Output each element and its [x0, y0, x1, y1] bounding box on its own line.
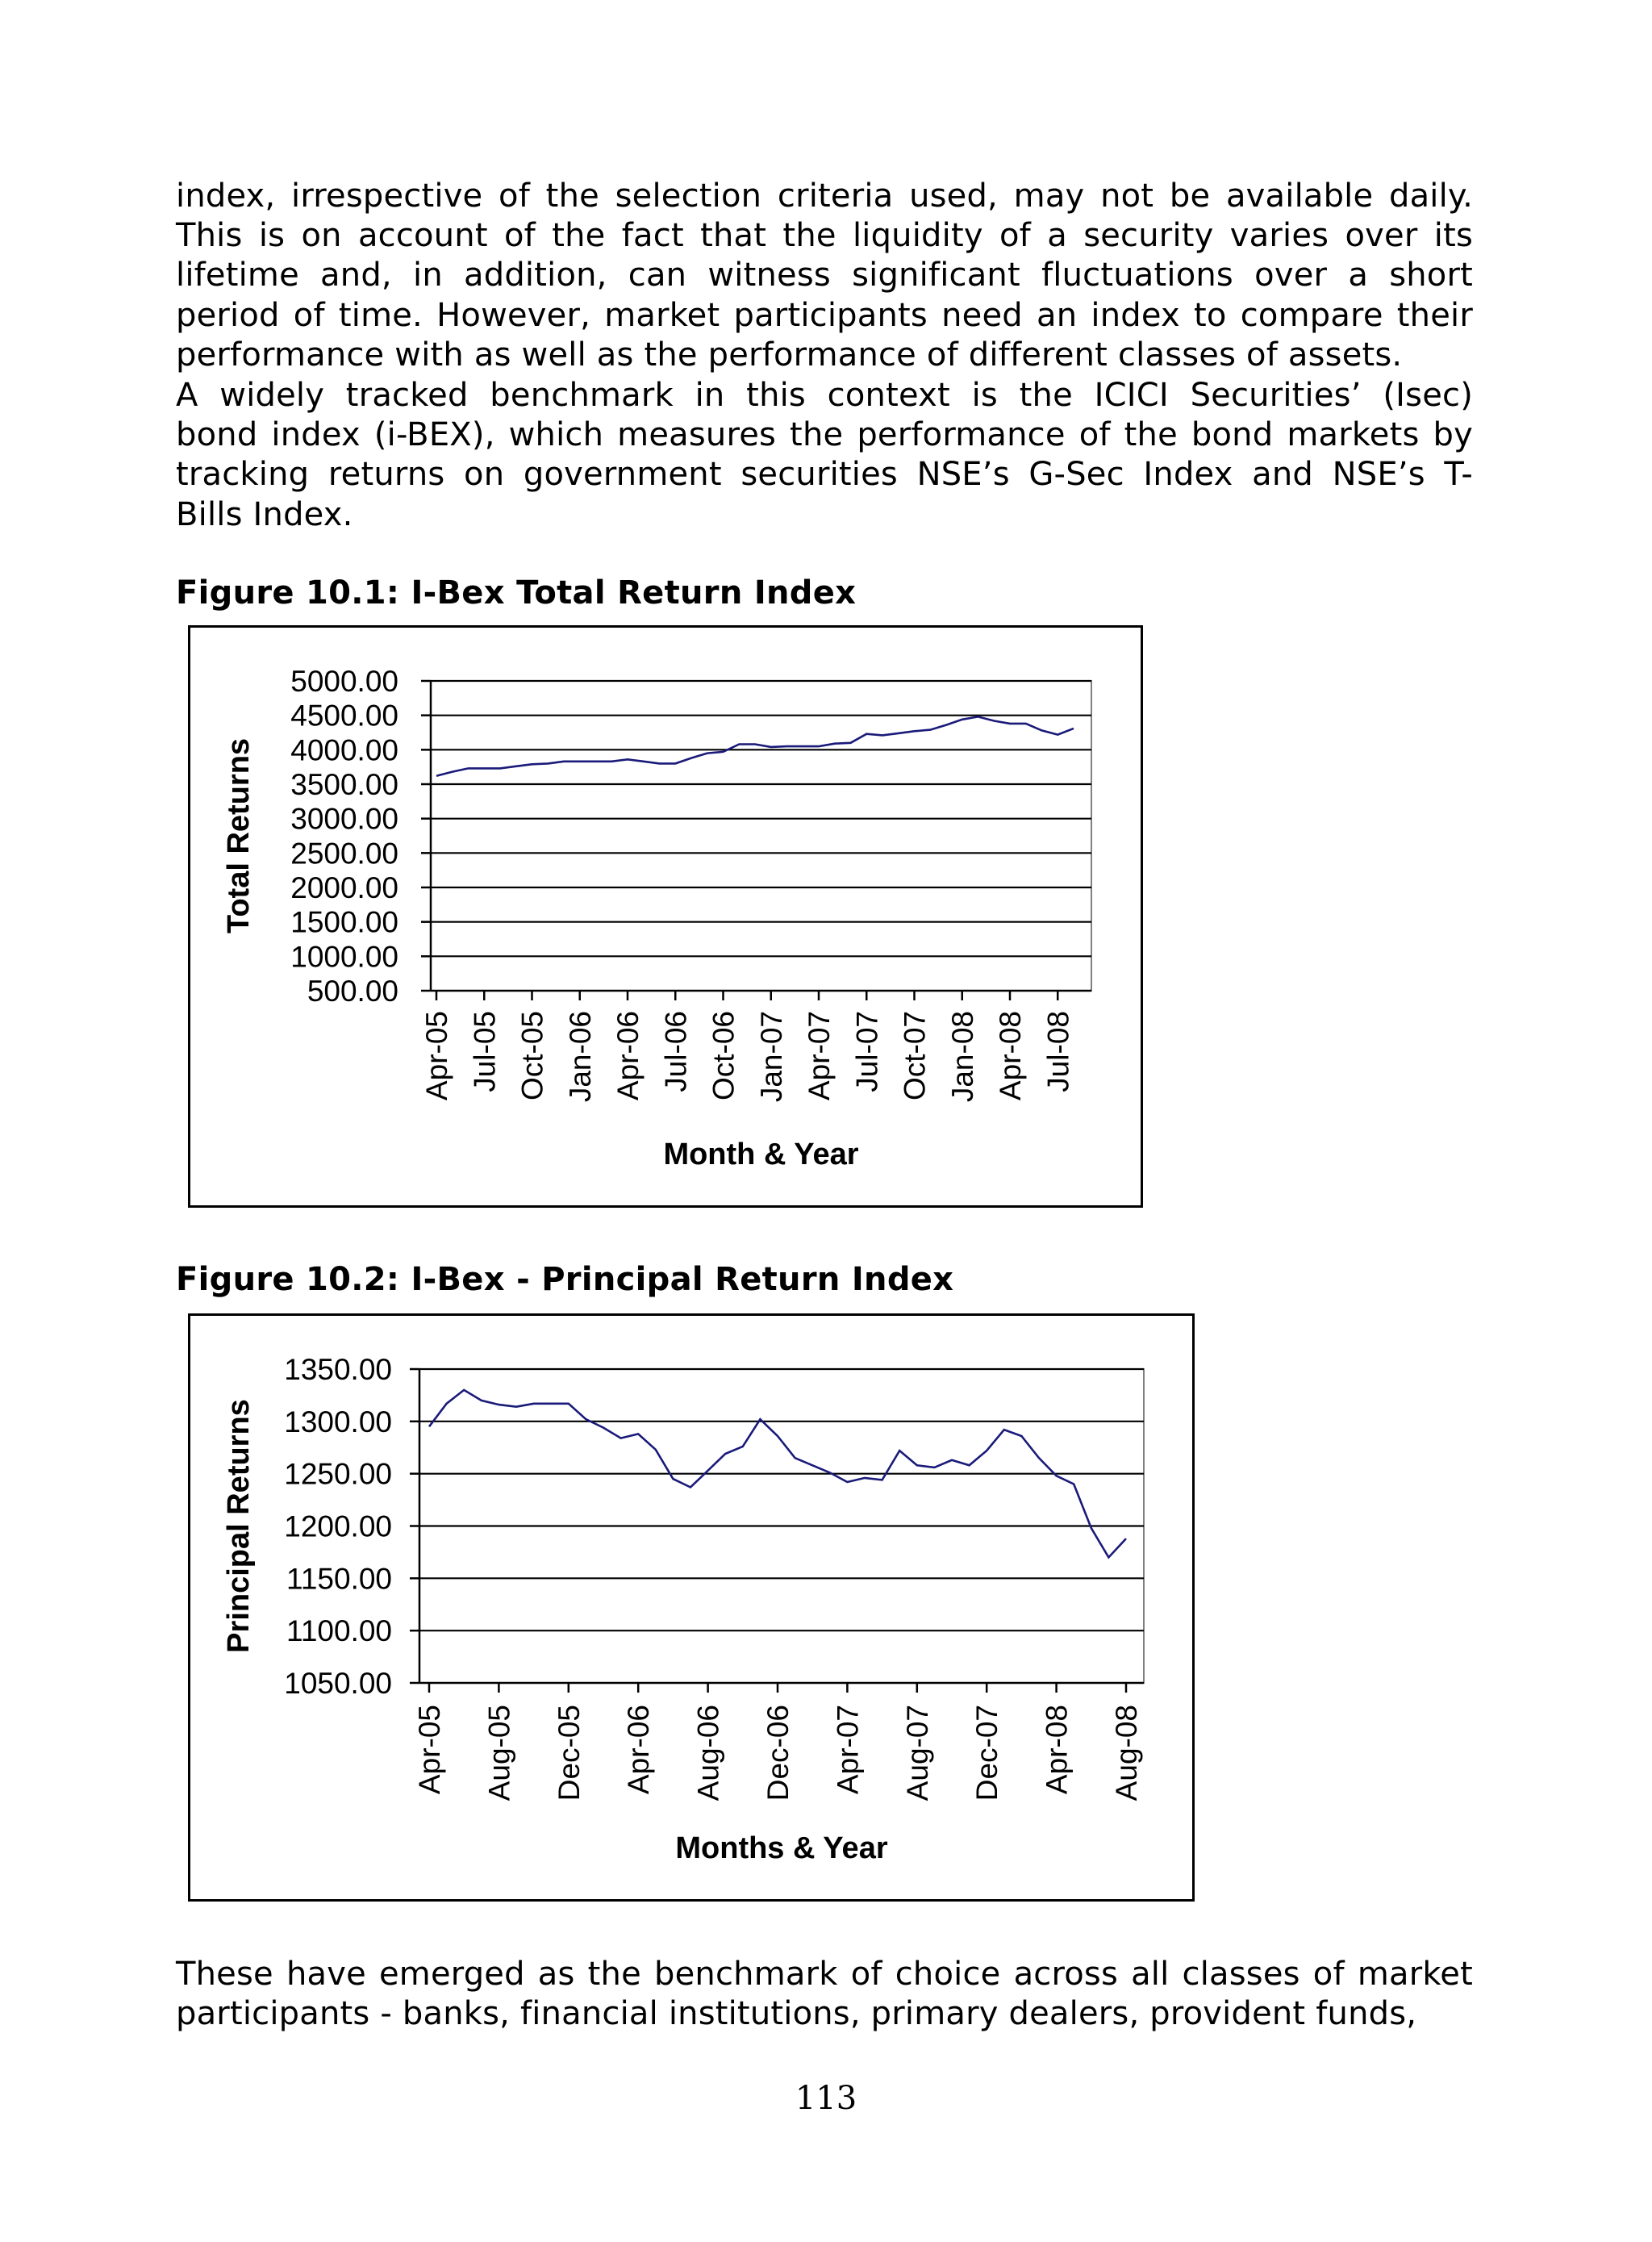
y-tick-label: 5000.00 [290, 665, 398, 698]
text-line: Bills Index. [176, 495, 353, 533]
y-tick-label: 3500.00 [290, 768, 398, 801]
paragraph-intro [176, 177, 1473, 375]
y-tick-label: 1250.00 [284, 1457, 392, 1491]
figure-2-caption: Figure 10.2: I-Bex - Principal Return Index [176, 1261, 954, 1298]
x-axis-title: Months & Year [675, 1831, 888, 1865]
principal-return-chart-svg [190, 1316, 1197, 1904]
x-tick-label: Oct-06 [707, 1011, 740, 1101]
y-tick-label: 500.00 [307, 975, 398, 1008]
x-tick-label: Aug-07 [900, 1705, 934, 1802]
x-tick-label: Dec-07 [970, 1705, 1004, 1802]
y-tick-label: 1200.00 [284, 1509, 392, 1543]
x-tick-label: Apr-06 [611, 1011, 645, 1101]
total-return-chart-svg [190, 628, 1145, 1210]
chart-total-return [188, 625, 1143, 1208]
x-tick-label: Dec-06 [761, 1705, 795, 1802]
x-tick-label: Aug-08 [1110, 1705, 1143, 1802]
x-tick-label: Apr-07 [803, 1011, 836, 1101]
text-line: bond index (i-BEX), which measures the performance of the bond markets by [176, 416, 1473, 454]
x-tick-label: Oct-07 [898, 1011, 932, 1101]
x-tick-label: Jan-08 [945, 1011, 979, 1103]
text-line: This is on account of the fact that the liquidity of a security varies over its [176, 217, 1473, 255]
text-line: index, irrespective of the selection criteria used, may not be available daily. [176, 177, 1473, 215]
y-tick-label: 1050.00 [284, 1667, 392, 1700]
x-axis-title: Month & Year [663, 1138, 859, 1171]
text-line: tracking returns on government securities NSE’s G-Sec Index and NSE’s T- [176, 456, 1473, 494]
y-tick-label: 1100.00 [286, 1614, 392, 1648]
y-tick-label: 3000.00 [290, 802, 398, 836]
figure-1-caption: Figure 10.1: I-Bex Total Return Index [176, 574, 857, 612]
y-tick-label: 1500.00 [290, 905, 398, 939]
x-tick-label: Jul-08 [1041, 1011, 1075, 1092]
page-number: 113 [795, 2080, 857, 2117]
x-tick-label: Apr-07 [831, 1705, 865, 1795]
x-tick-label: Dec-05 [552, 1705, 586, 1802]
x-tick-label: Oct-05 [515, 1011, 549, 1101]
y-tick-label: 4000.00 [290, 733, 398, 767]
y-tick-label: 1150.00 [286, 1562, 392, 1596]
x-tick-label: Apr-05 [413, 1705, 446, 1795]
x-tick-label: Jul-06 [659, 1011, 693, 1092]
chart-principal-return [188, 1313, 1195, 1902]
x-tick-label: Aug-06 [691, 1705, 725, 1802]
y-tick-label: 2500.00 [290, 837, 398, 870]
text-line: These have emerged as the benchmark of choice across all classes of market [176, 1956, 1473, 1993]
y-tick-label: 2000.00 [290, 871, 398, 904]
y-tick-label: 1000.00 [290, 940, 398, 974]
y-axis-title: Total Returns [222, 737, 256, 934]
y-axis-title: Principal Returns [222, 1399, 256, 1653]
paragraph-benchmark [176, 1955, 1473, 2034]
y-tick-label: 1300.00 [284, 1405, 392, 1438]
paragraph-ibex [176, 376, 1473, 535]
text-line: period of time. However, market participants need an index to compare their [176, 296, 1473, 334]
x-tick-label: Apr-06 [622, 1705, 656, 1795]
text-line: lifetime and, in addition, can witness significant fluctuations over a short [176, 257, 1473, 294]
x-tick-label: Apr-05 [420, 1011, 453, 1101]
x-tick-label: Jan-07 [754, 1011, 788, 1103]
plot-area [431, 681, 1091, 991]
x-tick-label: Apr-08 [994, 1011, 1027, 1101]
x-tick-label: Jul-07 [850, 1011, 884, 1092]
x-tick-label: Jan-06 [563, 1011, 597, 1103]
y-tick-label: 1350.00 [284, 1353, 392, 1386]
text-line: participants - banks, financial institutions, primary dealers, provident funds, [176, 1995, 1417, 2033]
text-line: A widely tracked benchmark in this context is the ICICI Securities’ (Isec) [176, 377, 1473, 414]
x-tick-label: Aug-05 [482, 1705, 516, 1802]
text-line: performance with as well as the performance of different classes of assets. [176, 336, 1403, 374]
x-tick-label: Apr-08 [1040, 1705, 1074, 1795]
x-tick-label: Jul-05 [468, 1011, 502, 1092]
y-tick-label: 4500.00 [290, 699, 398, 733]
